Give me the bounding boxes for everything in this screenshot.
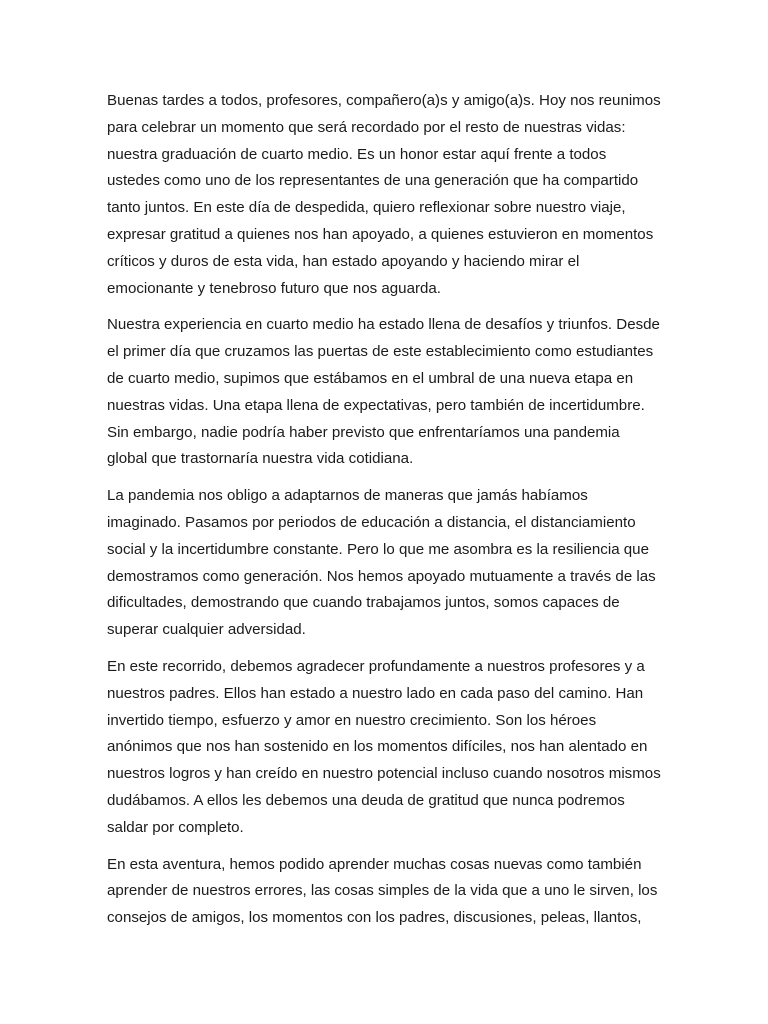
text-line: global que trastornaría nuestra vida cotidiana.	[107, 450, 414, 468]
text-line: el primer día que cruzamos las puertas de este establecimiento como estudiantes	[107, 343, 654, 361]
text-line: de cuarto medio, supimos que estábamos en el umbral de una nueva etapa en	[107, 369, 634, 387]
text-line: dudábamos. A ellos les debemos una deuda de gratitud que nunca podremos	[107, 791, 625, 809]
text-line: críticos y duros de esta vida, han estado apoyando y haciendo mirar el	[107, 252, 580, 270]
text-line: consejos de amigos, los momentos con los padres, discusiones, peleas, llantos,	[107, 909, 642, 927]
text-line: dificultades, demostrando que cuando trabajamos juntos, somos capaces de	[107, 594, 620, 612]
text-line: Sin embargo, nadie podría haber previsto que enfrentaríamos una pandemia	[107, 423, 620, 441]
paragraph-3	[107, 483, 667, 644]
text-line: saldar por completo.	[107, 818, 244, 836]
text-line: aprender de nuestros errores, las cosas simples de la vida que a uno le sirven, los	[107, 882, 658, 900]
text-line: Nuestra experiencia en cuarto medio ha estado llena de desafíos y triunfos. Desde	[107, 316, 660, 334]
text-line: Buenas tardes a todos, profesores, compañero(a)s y amigo(a)s. Hoy nos reunimos	[107, 92, 661, 109]
text-line: imaginado. Pasamos por periodos de educación a distancia, el distanciamiento	[107, 513, 636, 531]
document-body	[107, 88, 667, 942]
text-line: invertido tiempo, esfuerzo y amor en nuestro crecimiento. Son los héroes	[107, 711, 597, 729]
text-line: En este recorrido, debemos agradecer profundamente a nuestros profesores y a	[107, 657, 645, 675]
text-line: social y la incertidumbre constante. Pero lo que me asombra es la resiliencia que	[107, 540, 649, 558]
text-line: nuestros padres. Ellos han estado a nuestro lado en cada paso del camino. Han	[107, 684, 644, 702]
text-line: nuestras vidas. Una etapa llena de expectativas, pero también de incertidumbre.	[107, 396, 645, 414]
text-line: En esta aventura, hemos podido aprender muchas cosas nuevas como también	[107, 855, 642, 873]
text-line: para celebrar un momento que será recordado por el resto de nuestras vidas:	[107, 118, 626, 136]
text-line: superar cualquier adversidad.	[107, 621, 306, 639]
text-line: La pandemia nos obligo a adaptarnos de maneras que jamás habíamos	[107, 487, 588, 505]
text-line: ustedes como uno de los representantes de una generación que ha compartido	[107, 172, 639, 190]
paragraph-2	[107, 312, 667, 473]
paragraph-5	[107, 852, 667, 932]
text-line: nuestros logros y han creído en nuestro potencial incluso cuando nosotros mismos	[107, 765, 661, 783]
text-line: demostramos como generación. Nos hemos apoyado mutuamente a través de las	[107, 567, 656, 585]
text-line: anónimos que nos han sostenido en los momentos difíciles, nos han alentado en	[107, 738, 648, 756]
paragraph-4	[107, 654, 667, 842]
text-line: emocionante y tenebroso futuro que nos aguarda.	[107, 279, 441, 297]
paragraph-1	[107, 88, 667, 302]
text-line: expresar gratitud a quienes nos han apoyado, a quienes estuvieron en momentos	[107, 225, 654, 243]
text-line: tanto juntos. En este día de despedida, quiero reflexionar sobre nuestro viaje,	[107, 199, 626, 217]
text-line: nuestra graduación de cuarto medio. Es un honor estar aquí frente a todos	[107, 145, 607, 163]
